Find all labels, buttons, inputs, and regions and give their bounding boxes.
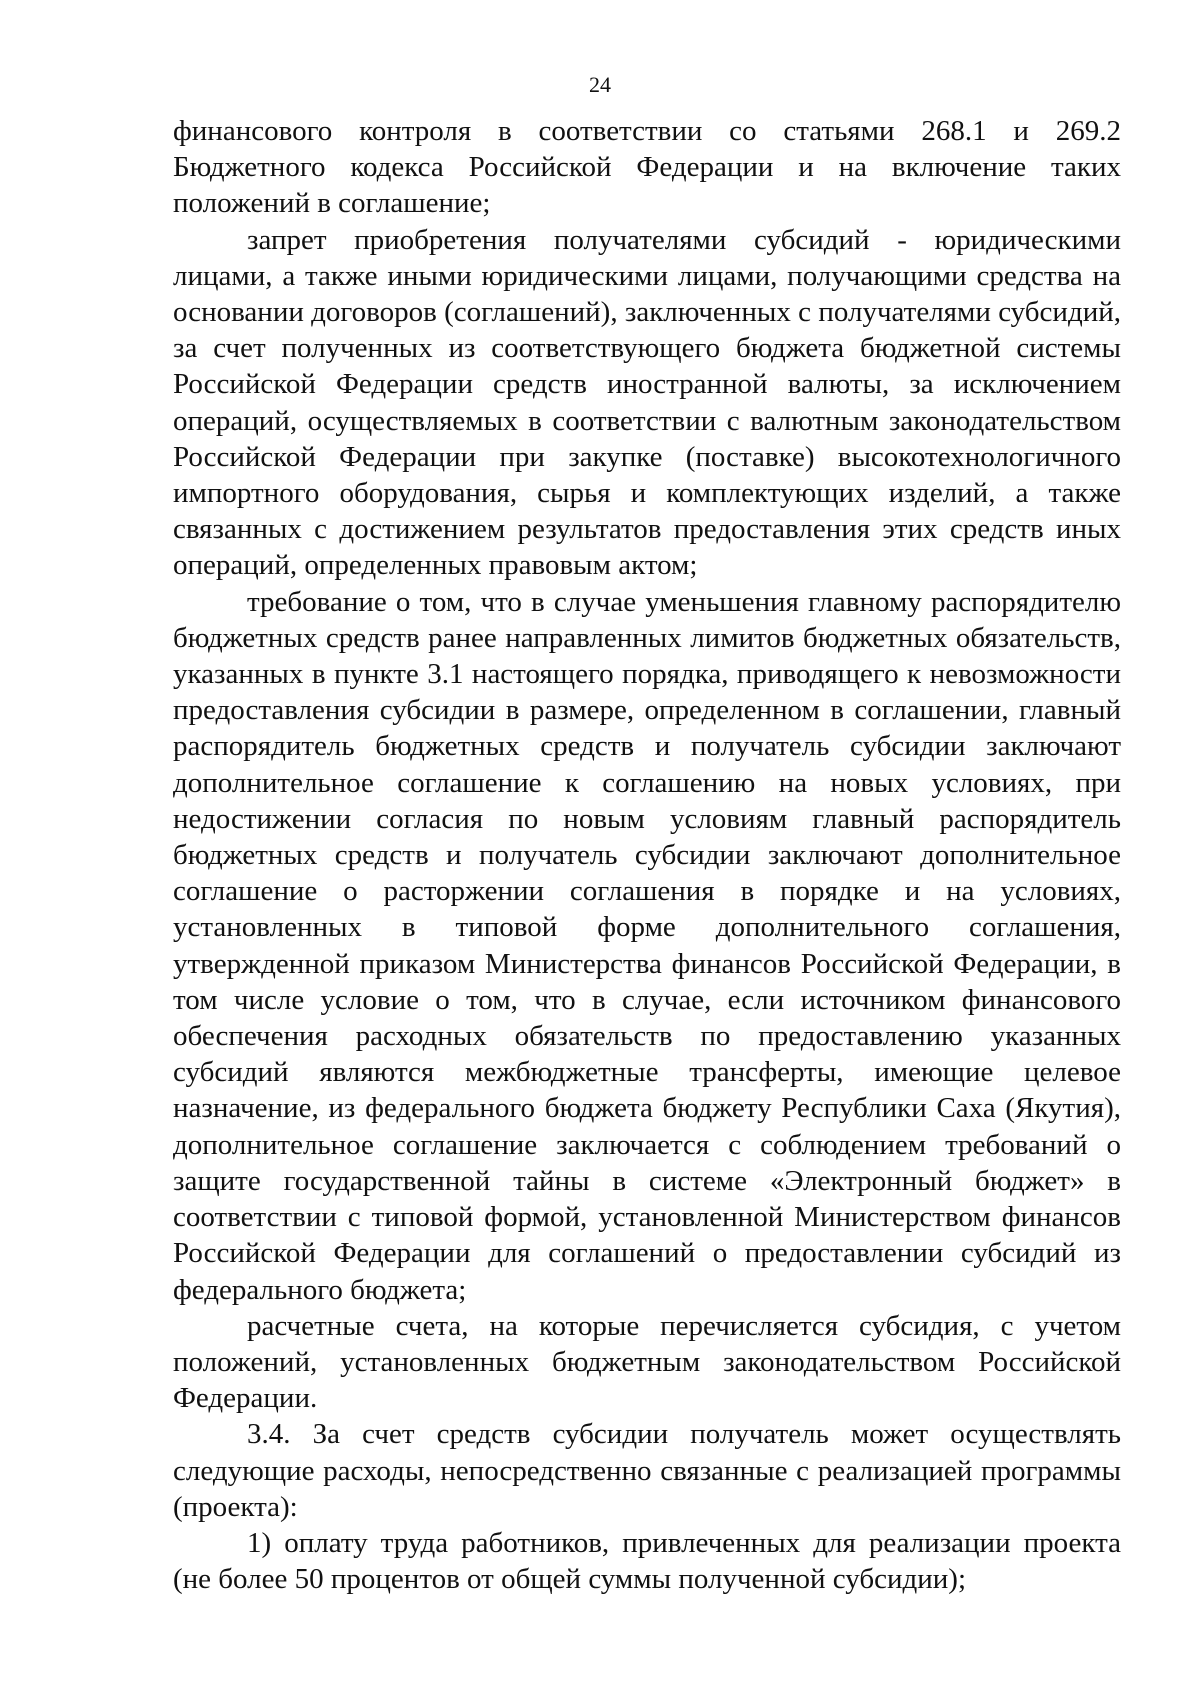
paragraph-settlement-accounts: расчетные счета, на которые перечисляется субсидия, с учетом положений, установленных бюджетным законодательством Российской Федерации.	[173, 1309, 1121, 1415]
paragraph-limits-reduction: требование о том, что в случае уменьшения главному распорядителю бюджетных средств ранее направленных лимитов бюджетных обязательств, указанных в пункте 3.1 настоящего порядка, приводящего к невозможности предоставления субсидии в размере, определенном в соглашении, главный распорядитель бюджетных средств и получатель субсидии заключают дополнительное соглашение к соглашению на новых условиях, при недостижении согласия по новым условиям главный распорядитель бюджетных средств и получатель субсидии заключают дополнительное соглашение о расторжении соглашения в порядке и на условиях, установленных в типовой форме дополнительного соглашения, утвержденной приказом Министерства финансов Российской Федерации, в том числе условие о том, что в случае, если источником финансового обеспечения расходных обязательств по предоставлению указанных субсидий являются межбюджетные трансферты, имеющие целевое назначение, из федерального бюджета бюджету Республики Саха (Якутия), дополнительное соглашение заключается с соблюдением требований о защите государственной тайны в системе «Электронный бюджет» в соответствии с типовой формой, установленной Министерством финансов Российской Федерации для соглашений о предоставлении субсидий из федерального бюджета;	[173, 585, 1121, 1306]
page-number: 24	[589, 72, 611, 97]
paragraph-currency-prohibition: запрет приобретения получателями субсидий - юридическими лицами, а также иными юридическими лицами, получающими средства на основании договоров (соглашений), заключенных с получателями субсидий, за счет полученных из соответствующего бюджета бюджетной системы Российской Федерации средств иностранной валюты, за исключением операций, осуществляемых в соответствии с валютным законодательством Российской Федерации при закупке (поставке) высокотехнологичного импортного оборудования, сырья и комплектующих изделий, а также связанных с достижением результатов предоставления этих средств иных операций, определенных правовым актом;	[173, 223, 1121, 582]
document-body	[173, 113, 1121, 1597]
paragraph-list-item-1: 1) оплату труда работников, привлеченных для реализации проекта (не более 50 процентов от общей суммы полученной субсидии);	[173, 1526, 1121, 1596]
paragraph-section-3-4: 3.4. За счет средств субсидии получатель может осуществлять следующие расходы, непосредственно связанные с реализацией программы (проекта):	[173, 1418, 1121, 1523]
paragraph-continuation: финансового контроля в соответствии со статьями 268.1 и 269.2 Бюджетного кодекса Российской Федерации и на включение таких положений в соглашение;	[173, 115, 1121, 220]
